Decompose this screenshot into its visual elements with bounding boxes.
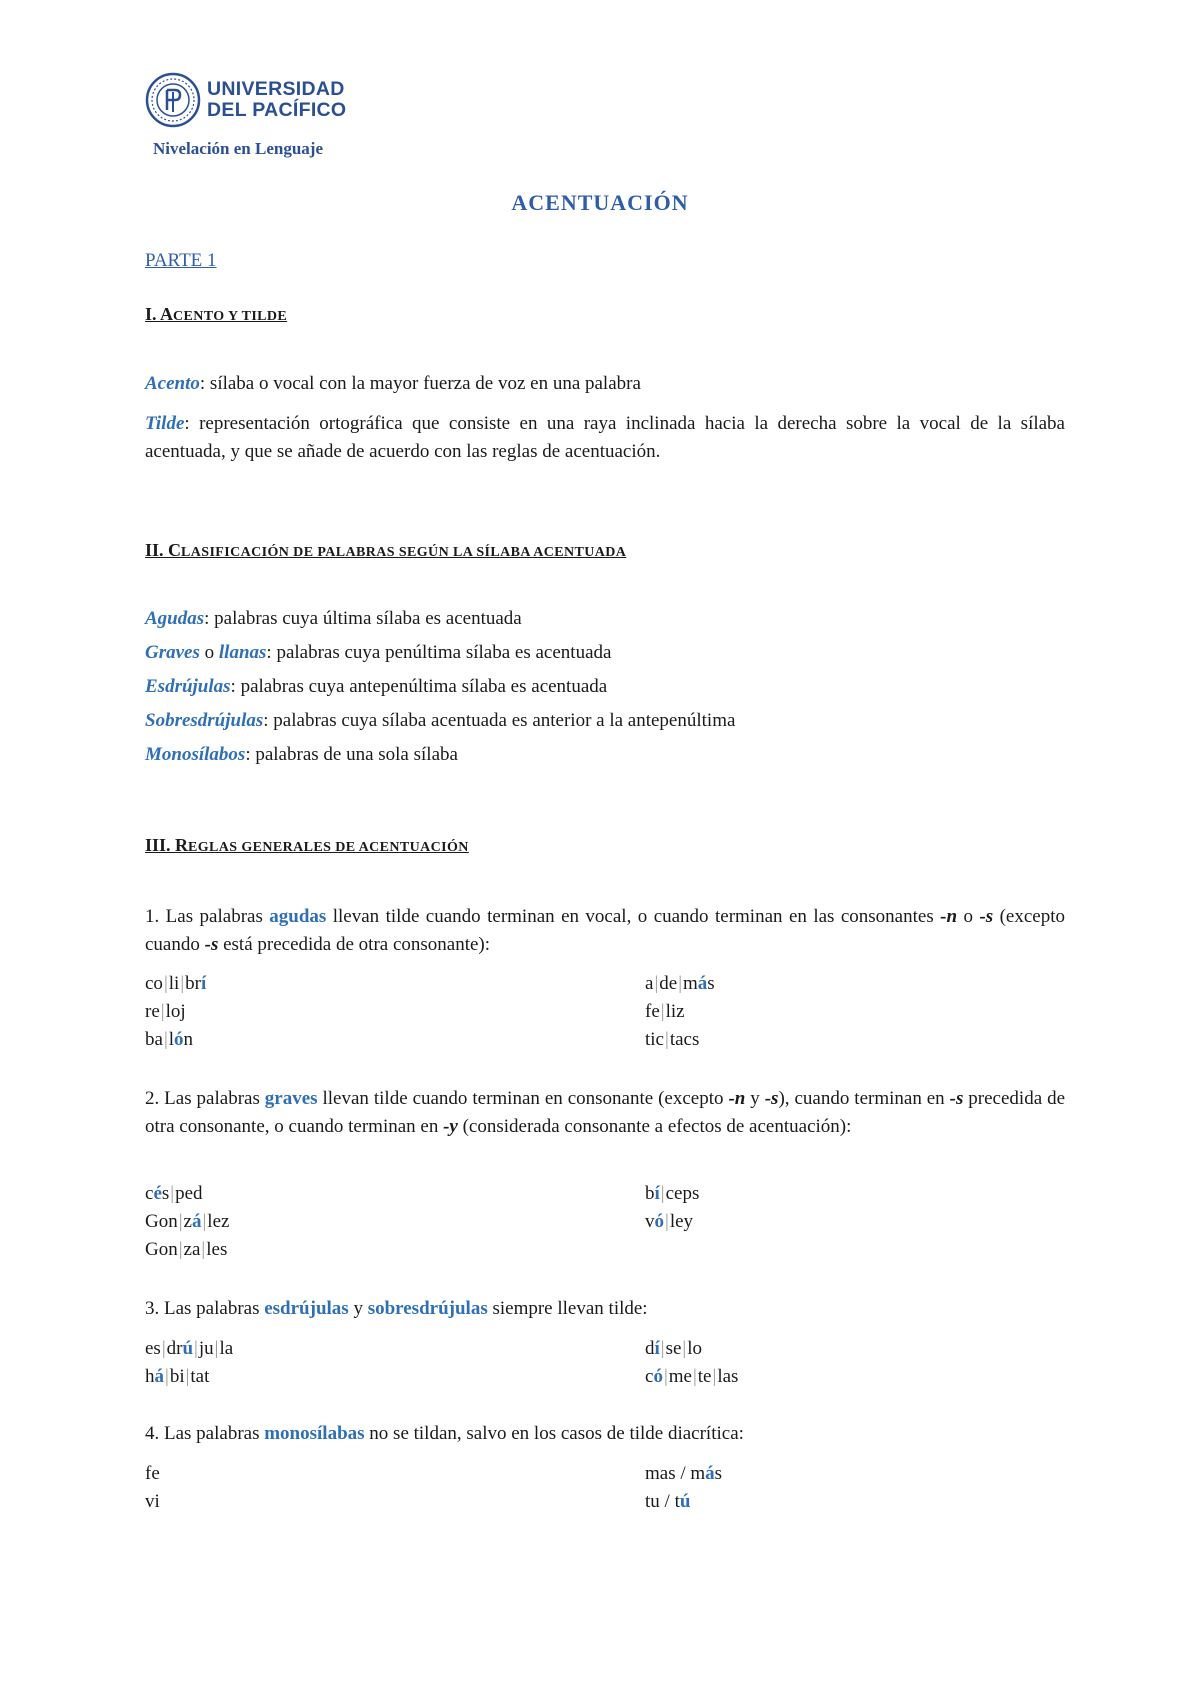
- rule-text: o: [957, 906, 980, 927]
- rule-4-examples: [145, 1460, 1065, 1516]
- rule-ending: -s: [949, 1088, 964, 1109]
- example-row: [145, 1026, 1065, 1054]
- rule-3-examples: [145, 1335, 1065, 1391]
- classification-text: : palabras cuya penúltima sílaba es acentuada: [266, 642, 612, 663]
- syllable-separator: |: [682, 1338, 687, 1359]
- classification-term: Esdrújulas: [145, 676, 231, 697]
- example-row: [145, 970, 1065, 998]
- rule-ending: -s: [979, 906, 994, 927]
- university-logo: [145, 72, 346, 128]
- section-heading-cap: C: [168, 540, 182, 560]
- example-word: [645, 1026, 699, 1054]
- rule-text: (excepto cuando: [145, 906, 1066, 955]
- section-heading-1: [145, 304, 287, 325]
- example-word: [645, 1488, 690, 1516]
- definition-tilde: [145, 410, 1065, 466]
- syllable-separator: |: [654, 973, 659, 994]
- syllable-separator: |: [165, 1366, 169, 1387]
- example-word: [145, 1460, 645, 1488]
- syllable: há: [145, 1366, 164, 1387]
- classification-term: Agudas: [145, 608, 205, 629]
- accented-vowel: ó: [174, 1029, 184, 1050]
- classification-text: : palabras de una sola sílaba: [245, 744, 458, 765]
- example-word: [145, 1488, 645, 1516]
- section-heading-rest: LASIFICACIÓN DE PALABRAS SEGÚN LA SÍLABA ACENTUADA: [181, 545, 627, 560]
- rule-text: llevan tilde cuando terminan en consonante (excepto: [317, 1088, 729, 1109]
- accented-vowel: ú: [679, 1491, 691, 1512]
- syllable: lo: [687, 1338, 703, 1359]
- syllable: có: [645, 1366, 663, 1387]
- rule-ending: -n: [728, 1088, 746, 1109]
- example-word: [145, 1363, 645, 1391]
- part-heading: PARTE 1: [145, 250, 217, 271]
- rule-ending: -n: [940, 906, 958, 927]
- syllable: tacs: [669, 1029, 700, 1050]
- syllable-separator: |: [660, 1338, 665, 1359]
- syllable: las: [717, 1366, 739, 1387]
- accented-vowel: á: [191, 1211, 202, 1232]
- syllable-separator: |: [163, 1029, 168, 1050]
- definition-text: : sílaba o vocal con la mayor fuerza de voz en una palabra: [199, 373, 641, 394]
- example-word: [145, 998, 645, 1026]
- syllable-separator: |: [665, 1029, 669, 1050]
- syllable: tu /: [645, 1491, 675, 1512]
- syllable-separator: |: [180, 973, 185, 994]
- example-word: [145, 1335, 645, 1363]
- syllable: es: [145, 1338, 161, 1359]
- section-heading-cap: R: [175, 835, 189, 855]
- syllable: vó: [645, 1211, 664, 1232]
- syllable: ju: [198, 1338, 214, 1359]
- syllable-separator: |: [163, 973, 168, 994]
- rule-connector: y: [348, 1298, 368, 1319]
- syllable: mas /: [645, 1463, 691, 1484]
- syllable: bi: [169, 1366, 185, 1387]
- definition-term: Tilde: [145, 413, 185, 434]
- syllable: tú: [674, 1491, 691, 1512]
- classification-text: : palabras cuya sílaba acentuada es anterior a la antepenúltima: [263, 710, 736, 731]
- syllable-separator: |: [660, 1183, 665, 1204]
- rule-keyword: sobresdrújulas: [367, 1298, 488, 1319]
- syllable: más: [690, 1463, 723, 1484]
- list-item: [145, 673, 1065, 707]
- example-word: [645, 1460, 722, 1488]
- example-row: [145, 1236, 1065, 1264]
- syllable-separator: |: [660, 1001, 665, 1022]
- syllable: zá: [183, 1211, 202, 1232]
- university-name-line1: UNIVERSIDAD: [207, 78, 345, 100]
- rule-lead: 4. Las palabras: [145, 1423, 265, 1444]
- rule-text: está precedida de otra consonante):: [218, 934, 491, 955]
- rule-2-text: [145, 1085, 1065, 1141]
- rule-1-text: [145, 903, 1065, 959]
- syllable: me: [668, 1366, 692, 1387]
- rule-text: llevan tilde cuando terminan en vocal, o cuando terminan en las consonantes: [326, 906, 941, 927]
- example-row: [145, 1488, 1065, 1516]
- rule-text: y: [745, 1088, 765, 1109]
- accented-vowel: í: [654, 1183, 660, 1204]
- syllable: li: [168, 973, 180, 994]
- syllable: se: [665, 1338, 682, 1359]
- rule-ending: -s: [764, 1088, 779, 1109]
- accented-vowel: é: [153, 1183, 162, 1204]
- section-heading-cap: A: [160, 304, 174, 324]
- syllable: ba: [145, 1029, 163, 1050]
- rule-keyword: esdrújulas: [264, 1298, 349, 1319]
- syllable: de: [659, 973, 678, 994]
- section-heading-3: [145, 835, 469, 856]
- syllable: tat: [190, 1366, 210, 1387]
- university-name-line2: DEL PACÍFICO: [207, 99, 347, 121]
- example-row: [145, 1180, 1065, 1208]
- section-number: I.: [145, 304, 157, 324]
- rule-keyword: monosílabas: [264, 1423, 365, 1444]
- example-row: [145, 1460, 1065, 1488]
- syllable-separator: |: [665, 1211, 669, 1232]
- example-row: [145, 1208, 1065, 1236]
- definition-acento: [145, 370, 1065, 398]
- syllable-separator: |: [692, 1366, 697, 1387]
- example-word: [145, 970, 645, 998]
- accented-vowel: á: [705, 1463, 715, 1484]
- syllable: lón: [168, 1029, 194, 1050]
- example-word: [645, 970, 715, 998]
- syllable: dí: [645, 1338, 660, 1359]
- syllable: fe: [645, 1001, 660, 1022]
- classification-term: llanas: [218, 642, 267, 663]
- classification-text: : palabras cuya última sílaba es acentuada: [204, 608, 522, 629]
- accented-vowel: í: [200, 973, 207, 994]
- example-row: [145, 998, 1065, 1026]
- list-item: [145, 741, 1065, 775]
- definition-text: : representación ortográfica que consiste en una raya inclinada hacia la derecha sobre la vocal de la sílaba acentuada, y que se añade de acuerdo con las reglas de acentuación.: [145, 413, 1065, 462]
- section-heading-rest: EGLAS GENERALES DE ACENTUACIÓN: [188, 840, 469, 855]
- syllable: más: [683, 973, 715, 994]
- rule-text: siempre llevan tilde:: [487, 1298, 648, 1319]
- seal-icon: [145, 72, 201, 128]
- syllable-separator: |: [178, 1211, 183, 1232]
- rule-text: no se tildan, salvo en los casos de tilde diacrítica:: [364, 1423, 744, 1444]
- syllable: Gon: [145, 1211, 178, 1232]
- example-word: [645, 1180, 699, 1208]
- syllable-separator: |: [170, 1183, 175, 1204]
- classification-conj: o: [199, 642, 219, 663]
- rule-4-text: [145, 1420, 1065, 1448]
- rule-text: precedida de otra consonante, o cuando terminan en: [145, 1088, 1066, 1137]
- syllable: te: [697, 1366, 712, 1387]
- list-item: [145, 707, 1065, 741]
- syllable-separator: |: [678, 973, 682, 994]
- accented-vowel: í: [654, 1338, 660, 1359]
- accented-vowel: ó: [653, 1366, 663, 1387]
- syllable-separator: |: [214, 1338, 219, 1359]
- syllable-separator: |: [194, 1338, 198, 1359]
- rule-lead: 2. Las palabras: [145, 1088, 265, 1109]
- header: [145, 72, 346, 128]
- example-row: [145, 1363, 1065, 1391]
- syllable: brí: [185, 973, 207, 994]
- syllable: bí: [645, 1183, 660, 1204]
- course-subtitle: Nivelación en Lenguaje: [153, 139, 323, 158]
- syllable: Gon: [145, 1239, 178, 1260]
- rule-keyword: agudas: [269, 906, 327, 927]
- syllable-separator: |: [185, 1366, 190, 1387]
- syllable: cés: [145, 1183, 170, 1204]
- syllable-separator: |: [712, 1366, 717, 1387]
- example-word: [145, 1026, 645, 1054]
- syllable: a: [645, 973, 654, 994]
- syllable: tic: [645, 1029, 664, 1050]
- syllable: co: [145, 973, 163, 994]
- syllable: za: [183, 1239, 201, 1260]
- syllable: les: [206, 1239, 228, 1260]
- list-item: [145, 605, 1065, 639]
- syllable: drú: [166, 1338, 194, 1359]
- classification-term: Monosílabos: [145, 744, 246, 765]
- syllable-separator: |: [178, 1239, 183, 1260]
- section-heading-2: [145, 540, 626, 561]
- classification-term: Graves: [145, 642, 200, 663]
- page-title: ACENTUACIÓN: [511, 190, 689, 215]
- syllable: vi: [145, 1491, 160, 1512]
- rule-3-text: [145, 1295, 1065, 1323]
- syllable-separator: |: [663, 1366, 668, 1387]
- rule-text: (considerada consonante a efectos de acentuación):: [457, 1116, 852, 1137]
- syllable-separator: |: [161, 1338, 166, 1359]
- section-number: III.: [145, 835, 171, 855]
- accented-vowel: ó: [654, 1211, 664, 1232]
- example-word: [145, 1236, 645, 1264]
- syllable: ped: [175, 1183, 203, 1204]
- definition-term: Acento: [145, 373, 200, 394]
- university-name: [207, 79, 346, 121]
- example-word: [645, 998, 685, 1026]
- syllable: fe: [145, 1463, 160, 1484]
- rule-2-examples: [145, 1180, 1065, 1264]
- rule-lead: 3. Las palabras: [145, 1298, 265, 1319]
- section-number: II.: [145, 540, 164, 560]
- syllable: lez: [207, 1211, 230, 1232]
- example-word: [645, 1363, 738, 1391]
- rule-lead: 1. Las palabras: [145, 906, 270, 927]
- syllable-separator: |: [201, 1239, 206, 1260]
- rule-keyword: graves: [264, 1088, 318, 1109]
- example-word: [645, 1335, 702, 1363]
- section-heading-rest: CENTO Y TILDE: [173, 309, 288, 324]
- accented-vowel: á: [697, 973, 708, 994]
- example-word: [145, 1180, 645, 1208]
- list-item: [145, 639, 1065, 673]
- rule-1-examples: [145, 970, 1065, 1054]
- rule-text: ), cuando terminan en: [778, 1088, 950, 1109]
- example-row: [145, 1335, 1065, 1363]
- accented-vowel: ú: [182, 1338, 194, 1359]
- syllable: re: [145, 1001, 160, 1022]
- syllable: liz: [665, 1001, 685, 1022]
- syllable: ley: [669, 1211, 694, 1232]
- classification-term: Sobresdrújulas: [145, 710, 264, 731]
- example-word: [645, 1208, 693, 1236]
- rule-ending: -y: [443, 1116, 458, 1137]
- classification-text: : palabras cuya antepenúltima sílaba es acentuada: [230, 676, 608, 697]
- rule-ending: -s: [204, 934, 219, 955]
- classification-list: [145, 605, 1065, 775]
- syllable-separator: |: [160, 1001, 165, 1022]
- syllable-separator: |: [202, 1211, 207, 1232]
- example-word: [145, 1208, 645, 1236]
- syllable: ceps: [665, 1183, 700, 1204]
- accented-vowel: á: [154, 1366, 164, 1387]
- syllable: loj: [165, 1001, 186, 1022]
- syllable: la: [219, 1338, 234, 1359]
